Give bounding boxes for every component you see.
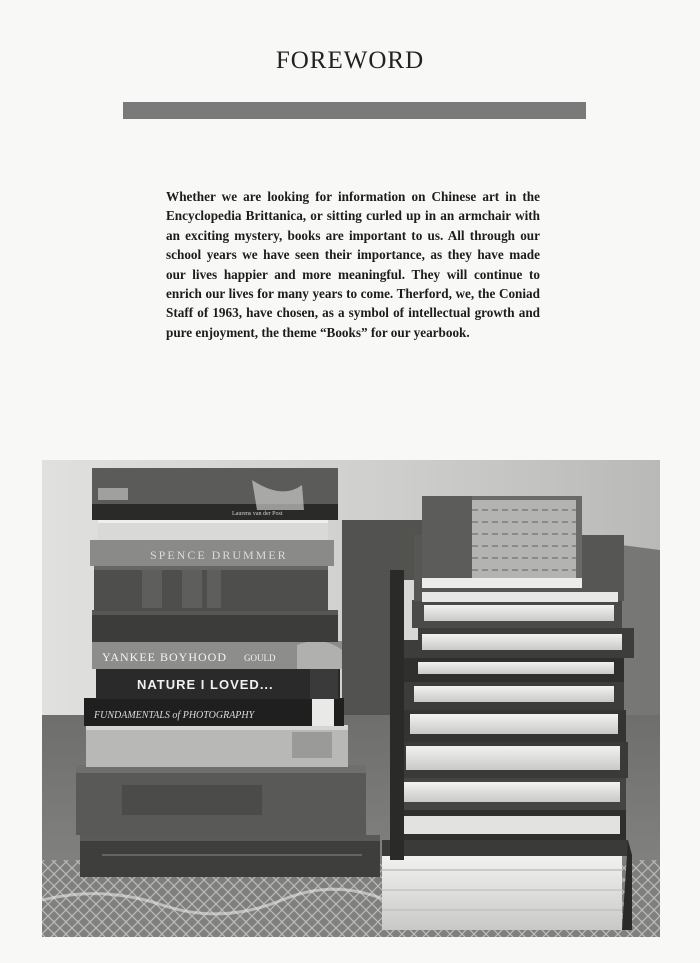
page-title: FOREWORD [275, 47, 425, 74]
drummer-spine-label: SPENCE DRUMMER [150, 548, 288, 562]
photography-spine-label: FUNDAMENTALS of PHOTOGRAPHY [94, 710, 255, 721]
top-book-spine-label: Laurens van der Post [232, 511, 283, 517]
foreword-paragraph: Whether we are looking for information on Chinese art in the Encyclopedia Brittanica, or sitting curled up in an armchair with an exciting mystery, books are important to us. All through our school years we have seen their importance, as they have made our lives happier and more meaningful. They will continue to enrich our lives for many years to come. Therford, we, the Coniad Staff of 1963, have chosen, as a symbol of intellectual growth and pure enjoyment, the theme “Books” for our yearbook. [166, 189, 540, 340]
yankee-author-label: GOULD [244, 653, 276, 663]
books-photograph [42, 460, 660, 937]
title-rule [123, 102, 586, 119]
right-book-stack [382, 496, 634, 930]
yankee-spine-label: YANKEE BOYHOOD [102, 650, 227, 664]
nature-spine-label: NATURE I LOVED... [137, 677, 274, 692]
